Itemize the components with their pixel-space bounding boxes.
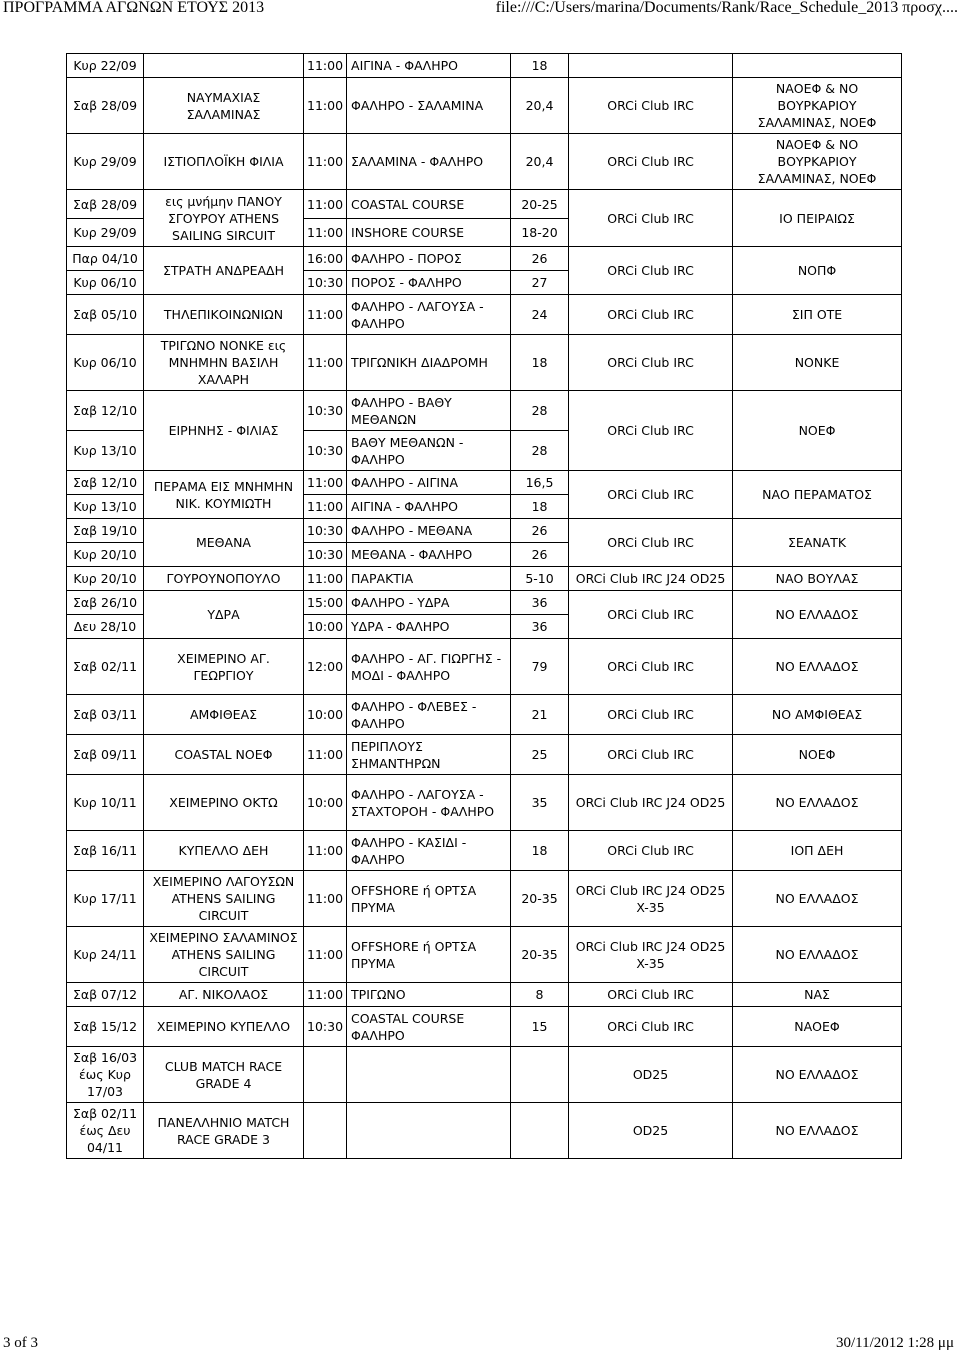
- race-date-cell: Κυρ 06/10: [67, 335, 144, 391]
- distance-miles-cell: 20,4: [511, 134, 569, 190]
- organizing-club-cell: ΙΟΠ ΔΕΗ: [733, 831, 902, 871]
- organizing-club-cell: ΝΟ ΕΛΛΑΔΟΣ: [733, 927, 902, 983]
- table-row: [67, 295, 902, 335]
- file-path: file:///C:/Users/marina/Documents/Rank/Race_Schedule_2013 προσχ....: [495, 0, 958, 16]
- race-date-cell: Σαβ 19/10: [67, 519, 144, 543]
- organizing-club-cell: ΝΑΟΕΦ & ΝΟ ΒΟΥΡΚΑΡΙΟΥ ΣΑΛΑΜΙΝΑΣ, ΝΟΕΦ: [733, 134, 902, 190]
- table-row: [67, 871, 902, 927]
- table-row: [67, 639, 902, 695]
- start-time-cell: 10:30: [304, 1007, 347, 1047]
- table-row: [67, 190, 902, 219]
- start-time-cell: 12:00: [304, 639, 347, 695]
- race-name-cell: ΧΕΙΜΕΡΙΝΟ ΟΚΤΩ: [144, 775, 304, 831]
- organizing-club-cell: ΝΟΝΚΕ: [733, 335, 902, 391]
- distance-miles-cell: 15: [511, 1007, 569, 1047]
- course-cell: ΤΡΙΓΩΝΙΚΗ ΔΙΑΔΡΟΜΗ: [347, 335, 511, 391]
- distance-miles-cell: 79: [511, 639, 569, 695]
- race-date-cell: Κυρ 06/10: [67, 271, 144, 295]
- race-name-cell: ΠΕΡΑΜΑ ΕΙΣ ΜΝΗΜΗΝ ΝΙΚ. ΚΟΥΜΙΩΤΗ: [144, 471, 304, 519]
- race-date-cell: Δευ 28/10: [67, 615, 144, 639]
- course-cell: ΦΑΛΗΡΟ - ΛΑΓΟΥΣΑ - ΦΑΛΗΡΟ: [347, 295, 511, 335]
- boat-class-cell: ORCi Club IRC: [569, 190, 733, 247]
- boat-class-cell: ORCi Club IRC: [569, 134, 733, 190]
- organizing-club-cell: ΝΟΕΦ: [733, 735, 902, 775]
- course-cell: ΦΑΛΗΡΟ - ΒΑΘΥ ΜΕΘΑΝΩΝ: [347, 391, 511, 431]
- race-date-cell: Σαβ 15/12: [67, 1007, 144, 1047]
- table-row: [67, 519, 902, 543]
- distance-miles-cell: 18: [511, 495, 569, 519]
- distance-miles-cell: 20-25: [511, 190, 569, 219]
- boat-class-cell: ORCi Club IRC: [569, 983, 733, 1007]
- organizing-club-cell: ΝΟ ΕΛΛΑΔΟΣ: [733, 871, 902, 927]
- race-date-cell: Κυρ 20/10: [67, 543, 144, 567]
- race-name-cell: CLUB MATCH RACE GRADE 4: [144, 1047, 304, 1103]
- start-time-cell: 10:30: [304, 543, 347, 567]
- start-time-cell: 11:00: [304, 927, 347, 983]
- race-name-cell: ΙΣΤΙΟΠΛΟΪΚΗ ΦΙΛΙΑ: [144, 134, 304, 190]
- course-cell: ΦΑΛΗΡΟ - ΛΑΓΟΥΣΑ - ΣΤΑΧΤΟΡΟΗ - ΦΑΛΗΡΟ: [347, 775, 511, 831]
- organizing-club-cell: ΝΟ ΕΛΛΑΔΟΣ: [733, 591, 902, 639]
- race-date-cell: Παρ 04/10: [67, 247, 144, 271]
- distance-miles-cell: 18: [511, 335, 569, 391]
- distance-miles-cell: 28: [511, 391, 569, 431]
- boat-class-cell: ORCi Club IRC: [569, 735, 733, 775]
- course-cell: ΦΑΛΗΡΟ - ΥΔΡΑ: [347, 591, 511, 615]
- race-name-cell: ΜΕΘΑΝΑ: [144, 519, 304, 567]
- organizing-club-cell: ΝΑΟΕΦ: [733, 1007, 902, 1047]
- distance-miles-cell: 36: [511, 615, 569, 639]
- page-count: 3 of 3: [3, 1335, 38, 1351]
- organizing-club-cell: ΝΟ ΕΛΛΑΔΟΣ: [733, 639, 902, 695]
- organizing-club-cell: ΣΕΑΝΑΤΚ: [733, 519, 902, 567]
- race-name-cell: ΠΑΝΕΛΛΗΝΙΟ MATCH RACE GRADE 3: [144, 1103, 304, 1159]
- course-cell: ΠΑΡΑΚΤΙΑ: [347, 567, 511, 591]
- course-cell: ΑΙΓΙΝΑ - ΦΑΛΗΡΟ: [347, 495, 511, 519]
- distance-miles-cell: 5-10: [511, 567, 569, 591]
- course-cell: ΠΟΡΟΣ - ΦΑΛΗΡΟ: [347, 271, 511, 295]
- boat-class-cell: ORCi Club IRC J24 OD25 X-35: [569, 927, 733, 983]
- course-cell: [347, 1103, 511, 1159]
- race-name-cell: ΤΗΛΕΠΙΚΟΙΝΩΝΙΩΝ: [144, 295, 304, 335]
- table-row: [67, 391, 902, 431]
- start-time-cell: 11:00: [304, 567, 347, 591]
- race-name-cell: ΓΟΥΡΟΥΝΟΠΟΥΛΟ: [144, 567, 304, 591]
- race-name-cell: ΧΕΙΜΕΡΙΝΟ ΚΥΠΕΛΛΟ: [144, 1007, 304, 1047]
- race-date-cell: Κυρ 13/10: [67, 495, 144, 519]
- organizing-club-cell: ΝΟ ΕΛΛΑΔΟΣ: [733, 1047, 902, 1103]
- distance-miles-cell: 18-20: [511, 219, 569, 247]
- table-row: [67, 1047, 902, 1103]
- race-date-cell: Κυρ 17/11: [67, 871, 144, 927]
- distance-miles-cell: 35: [511, 775, 569, 831]
- boat-class-cell: ORCi Club IRC: [569, 391, 733, 471]
- course-cell: ΦΑΛΗΡΟ - ΠΟΡΟΣ: [347, 247, 511, 271]
- race-name-cell: εις μνήμην ΠΑΝΟΥ ΣΓΟΥΡΟΥ ATHENS SAILING SIRCUIT: [144, 190, 304, 247]
- boat-class-cell: ORCi Club IRC: [569, 335, 733, 391]
- boat-class-cell: [569, 54, 733, 78]
- distance-miles-cell: 26: [511, 247, 569, 271]
- table-row: [67, 78, 902, 134]
- race-name-cell: ΣΤΡΑΤΗ ΑΝΔΡΕΑΔΗ: [144, 247, 304, 295]
- distance-miles-cell: 8: [511, 983, 569, 1007]
- race-name-cell: ΝΑΥΜΑΧΙΑΣ ΣΑΛΑΜΙΝΑΣ: [144, 78, 304, 134]
- distance-miles-cell: 25: [511, 735, 569, 775]
- course-cell: ΠΕΡΙΠΛΟΥΣ ΣΗΜΑΝΤΗΡΩΝ: [347, 735, 511, 775]
- race-date-cell: Σαβ 09/11: [67, 735, 144, 775]
- race-date-cell: Κυρ 22/09: [67, 54, 144, 78]
- boat-class-cell: ORCi Club IRC: [569, 471, 733, 519]
- distance-miles-cell: 20,4: [511, 78, 569, 134]
- organizing-club-cell: ΝΟ ΕΛΛΑΔΟΣ: [733, 1103, 902, 1159]
- organizing-club-cell: ΣΙΠ ΟΤΕ: [733, 295, 902, 335]
- course-cell: ΥΔΡΑ - ΦΑΛΗΡΟ: [347, 615, 511, 639]
- start-time-cell: 10:30: [304, 271, 347, 295]
- start-time-cell: 11:00: [304, 134, 347, 190]
- race-date-cell: Κυρ 24/11: [67, 927, 144, 983]
- table-row: [67, 831, 902, 871]
- table-row: [67, 335, 902, 391]
- organizing-club-cell: ΝΟ ΑΜΦΙΘΕΑΣ: [733, 695, 902, 735]
- distance-miles-cell: 24: [511, 295, 569, 335]
- race-name-cell: ΧΕΙΜΕΡΙΝΟ ΑΓ. ΓΕΩΡΓΙΟΥ: [144, 639, 304, 695]
- boat-class-cell: ORCi Club IRC: [569, 519, 733, 567]
- boat-class-cell: ORCi Club IRC J24 OD25 X-35: [569, 871, 733, 927]
- start-time-cell: 16:00: [304, 247, 347, 271]
- start-time-cell: 11:00: [304, 335, 347, 391]
- race-date-cell: Κυρ 13/10: [67, 431, 144, 471]
- start-time-cell: 11:00: [304, 190, 347, 219]
- table-row: [67, 927, 902, 983]
- course-cell: ΑΙΓΙΝΑ - ΦΑΛΗΡΟ: [347, 54, 511, 78]
- organizing-club-cell: ΝΟ ΕΛΛΑΔΟΣ: [733, 775, 902, 831]
- distance-miles-cell: 27: [511, 271, 569, 295]
- race-name-cell: ΑΓ. ΝΙΚΟΛΑΟΣ: [144, 983, 304, 1007]
- race-name-cell: ΧΕΙΜΕΡΙΝΟ ΣΑΛΑΜΙΝΟΣ ATHENS SAILING CIRCUIT: [144, 927, 304, 983]
- start-time-cell: 10:00: [304, 695, 347, 735]
- start-time-cell: 11:00: [304, 983, 347, 1007]
- table-row: [67, 134, 902, 190]
- distance-miles-cell: 20-35: [511, 927, 569, 983]
- race-date-cell: Σαβ 28/09: [67, 78, 144, 134]
- start-time-cell: 11:00: [304, 831, 347, 871]
- organizing-club-cell: ΝΑΣ: [733, 983, 902, 1007]
- start-time-cell: [304, 1047, 347, 1103]
- table-row: [67, 471, 902, 495]
- boat-class-cell: ORCi Club IRC: [569, 591, 733, 639]
- table-row: [67, 1103, 902, 1159]
- race-name-cell: ΑΜΦΙΘΕΑΣ: [144, 695, 304, 735]
- table-row: [67, 1007, 902, 1047]
- distance-miles-cell: 18: [511, 831, 569, 871]
- race-date-cell: Σαβ 02/11: [67, 639, 144, 695]
- course-cell: OFFSHORE ή ΟΡΤΣΑ ΠΡΥΜΑ: [347, 927, 511, 983]
- print-datetime: 30/11/2012 1:28 μμ: [835, 1335, 954, 1351]
- course-cell: ΦΑΛΗΡΟ - ΚΑΣΙΔΙ - ΦΑΛΗΡΟ: [347, 831, 511, 871]
- boat-class-cell: ORCi Club IRC: [569, 295, 733, 335]
- distance-miles-cell: [511, 1047, 569, 1103]
- start-time-cell: 10:00: [304, 775, 347, 831]
- table-row: [67, 591, 902, 615]
- boat-class-cell: OD25: [569, 1047, 733, 1103]
- course-cell: ΦΑΛΗΡΟ - ΑΓ. ΓΙΩΡΓΗΣ - ΜΟΔΙ - ΦΑΛΗΡΟ: [347, 639, 511, 695]
- distance-miles-cell: [511, 1103, 569, 1159]
- race-schedule-table: [66, 53, 902, 1159]
- race-date-cell: Σαβ 02/11 έως Δευ 04/11: [67, 1103, 144, 1159]
- start-time-cell: 11:00: [304, 735, 347, 775]
- boat-class-cell: ORCi Club IRC J24 OD25: [569, 567, 733, 591]
- table-row: [67, 567, 902, 591]
- start-time-cell: 10:30: [304, 391, 347, 431]
- table-row: [67, 775, 902, 831]
- boat-class-cell: ORCi Club IRC: [569, 639, 733, 695]
- race-date-cell: Κυρ 20/10: [67, 567, 144, 591]
- course-cell: [347, 1047, 511, 1103]
- race-name-cell: ΧΕΙΜΕΡΙΝΟ ΛΑΓΟΥΣΩΝ ATHENS SAILING CIRCUIT: [144, 871, 304, 927]
- race-date-cell: Σαβ 05/10: [67, 295, 144, 335]
- race-date-cell: Σαβ 16/11: [67, 831, 144, 871]
- start-time-cell: 11:00: [304, 54, 347, 78]
- start-time-cell: 11:00: [304, 78, 347, 134]
- boat-class-cell: ORCi Club IRC: [569, 831, 733, 871]
- course-cell: ΤΡΙΓΩΝΟ: [347, 983, 511, 1007]
- race-date-cell: Κυρ 29/09: [67, 134, 144, 190]
- organizing-club-cell: ΝΑΟΕΦ & ΝΟ ΒΟΥΡΚΑΡΙΟΥ ΣΑΛΑΜΙΝΑΣ, ΝΟΕΦ: [733, 78, 902, 134]
- organizing-club-cell: ΝΟΠΦ: [733, 247, 902, 295]
- organizing-club-cell: [733, 54, 902, 78]
- course-cell: ΦΑΛΗΡΟ - ΦΛΕΒΕΣ - ΦΑΛΗΡΟ: [347, 695, 511, 735]
- race-name-cell: ΕΙΡΗΝΗΣ - ΦΙΛΙΑΣ: [144, 391, 304, 471]
- race-name-cell: ΥΔΡΑ: [144, 591, 304, 639]
- boat-class-cell: ORCi Club IRC: [569, 695, 733, 735]
- start-time-cell: 11:00: [304, 295, 347, 335]
- course-cell: COASTAL COURSE: [347, 190, 511, 219]
- start-time-cell: 11:00: [304, 471, 347, 495]
- race-date-cell: Σαβ 07/12: [67, 983, 144, 1007]
- start-time-cell: 10:30: [304, 431, 347, 471]
- distance-miles-cell: 21: [511, 695, 569, 735]
- distance-miles-cell: 36: [511, 591, 569, 615]
- race-date-cell: Σαβ 26/10: [67, 591, 144, 615]
- course-cell: INSHORE COURSE: [347, 219, 511, 247]
- table-row: [67, 54, 902, 78]
- course-cell: ΒΑΘΥ ΜΕΘΑΝΩΝ - ΦΑΛΗΡΟ: [347, 431, 511, 471]
- race-date-cell: Σαβ 12/10: [67, 391, 144, 431]
- browser-print-footer: [0, 1333, 960, 1353]
- course-cell: ΦΑΛΗΡΟ - ΣΑΛΑΜΙΝΑ: [347, 78, 511, 134]
- start-time-cell: [304, 1103, 347, 1159]
- course-cell: OFFSHORE ή ΟΡΤΣΑ ΠΡΥΜΑ: [347, 871, 511, 927]
- organizing-club-cell: ΝΑΟ ΠΕΡΑΜΑΤΟΣ: [733, 471, 902, 519]
- distance-miles-cell: 28: [511, 431, 569, 471]
- distance-miles-cell: 26: [511, 519, 569, 543]
- organizing-club-cell: ΝΑΟ ΒΟΥΛΑΣ: [733, 567, 902, 591]
- course-cell: ΜΕΘΑΝΑ - ΦΑΛΗΡΟ: [347, 543, 511, 567]
- table-row: [67, 695, 902, 735]
- table-row: [67, 983, 902, 1007]
- boat-class-cell: ORCi Club IRC: [569, 78, 733, 134]
- boat-class-cell: OD25: [569, 1103, 733, 1159]
- browser-print-header: [0, 0, 960, 18]
- table-row: [67, 247, 902, 271]
- race-name-cell: COASTAL ΝΟΕΦ: [144, 735, 304, 775]
- distance-miles-cell: 20-35: [511, 871, 569, 927]
- race-date-cell: Σαβ 12/10: [67, 471, 144, 495]
- start-time-cell: 11:00: [304, 495, 347, 519]
- race-date-cell: Σαβ 03/11: [67, 695, 144, 735]
- organizing-club-cell: ΝΟΕΦ: [733, 391, 902, 471]
- table-row: [67, 735, 902, 775]
- start-time-cell: 11:00: [304, 871, 347, 927]
- race-name-cell: ΤΡΙΓΩΝΟ ΝΟΝΚΕ εις ΜΝΗΜΗΝ ΒΑΣΙΛΗ ΧΑΛΑΡΗ: [144, 335, 304, 391]
- distance-miles-cell: 26: [511, 543, 569, 567]
- course-cell: ΦΑΛΗΡΟ - ΑΙΓΙΝΑ: [347, 471, 511, 495]
- race-date-cell: Κυρ 29/09: [67, 219, 144, 247]
- start-time-cell: 15:00: [304, 591, 347, 615]
- distance-miles-cell: 18: [511, 54, 569, 78]
- start-time-cell: 10:00: [304, 615, 347, 639]
- organizing-club-cell: ΙΟ ΠΕΙΡΑΙΩΣ: [733, 190, 902, 247]
- boat-class-cell: ORCi Club IRC J24 OD25: [569, 775, 733, 831]
- race-name-cell: [144, 54, 304, 78]
- race-date-cell: Σαβ 16/03 έως Κυρ 17/03: [67, 1047, 144, 1103]
- course-cell: ΦΑΛΗΡΟ - ΜΕΘΑΝΑ: [347, 519, 511, 543]
- boat-class-cell: ORCi Club IRC: [569, 247, 733, 295]
- race-date-cell: Σαβ 28/09: [67, 190, 144, 219]
- race-date-cell: Κυρ 10/11: [67, 775, 144, 831]
- boat-class-cell: ORCi Club IRC: [569, 1007, 733, 1047]
- course-cell: COASTAL COURSE ΦΑΛΗΡΟ: [347, 1007, 511, 1047]
- document-title: ΠΡΟΓΡΑΜΜΑ ΑΓΩΝΩΝ ΕΤΟΥΣ 2013: [3, 0, 265, 16]
- course-cell: ΣΑΛΑΜΙΝΑ - ΦΑΛΗΡΟ: [347, 134, 511, 190]
- distance-miles-cell: 16,5: [511, 471, 569, 495]
- start-time-cell: 10:30: [304, 519, 347, 543]
- race-name-cell: ΚΥΠΕΛΛΟ ΔΕΗ: [144, 831, 304, 871]
- start-time-cell: 11:00: [304, 219, 347, 247]
